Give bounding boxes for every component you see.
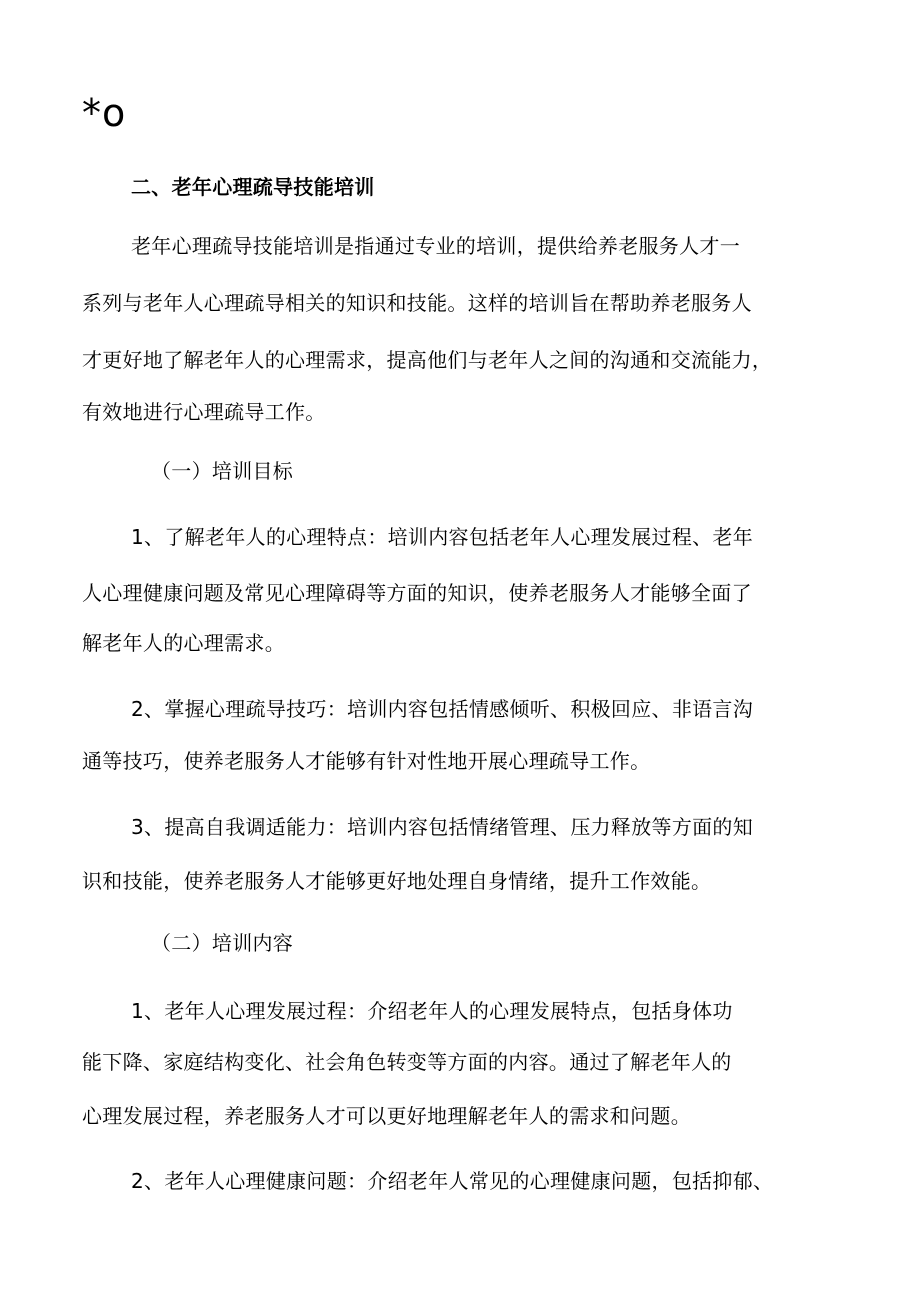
goal-line: 通等技巧，使养老服务人才能够有针对性地开展心理疏导工作。 xyxy=(82,749,651,773)
subsection-title-contents: （二）培训内容 xyxy=(151,931,294,955)
goal-line: 识和技能，使养老服务人才能够更好地处理自身情绪，提升工作效能。 xyxy=(82,869,712,893)
subsection-title-goals: （一）培训目标 xyxy=(151,459,294,483)
content-line: 2、老年人心理健康问题：介绍老年人常见的心理健康问题，包括抑郁、 xyxy=(131,1169,774,1193)
content-line: 1、老年人心理发展过程：介绍老年人的心理发展特点，包括身体功 xyxy=(131,999,733,1023)
goal-line: 2、掌握心理疏导技巧：培训内容包括情感倾听、积极回应、非语言沟 xyxy=(131,697,754,721)
intro-line: 系列与老年人心理疏导相关的知识和技能。这样的培训旨在帮助养老服务人 xyxy=(82,291,752,315)
goal-line: 1、了解老年人的心理特点：培训内容包括老年人心理发展过程、老年 xyxy=(131,525,754,549)
content-line: 心理发展过程，养老服务人才可以更好地理解老年人的需求和问题。 xyxy=(82,1104,691,1128)
goal-line: 解老年人的心理需求。 xyxy=(82,631,285,655)
header-mark: *o xyxy=(82,91,127,135)
section-title: 二、老年心理疏导技能培训 xyxy=(131,175,375,199)
intro-line: 有效地进行心理疏导工作。 xyxy=(82,400,326,424)
intro-line: 才更好地了解老年人的心理需求，提高他们与老年人之间的沟通和交流能力， xyxy=(82,348,773,372)
goal-line: 3、提高自我调适能力：培训内容包括情绪管理、压力释放等方面的知 xyxy=(131,815,754,839)
intro-line: 老年心理疏导技能培训是指通过专业的培训，提供给养老服务人才一 xyxy=(131,234,740,258)
content-line: 能下降、家庭结构变化、社会角色转变等方面的内容。通过了解老年人的 xyxy=(82,1050,732,1074)
goal-line: 人心理健康问题及常见心理障碍等方面的知识，使养老服务人才能够全面了 xyxy=(82,581,752,605)
